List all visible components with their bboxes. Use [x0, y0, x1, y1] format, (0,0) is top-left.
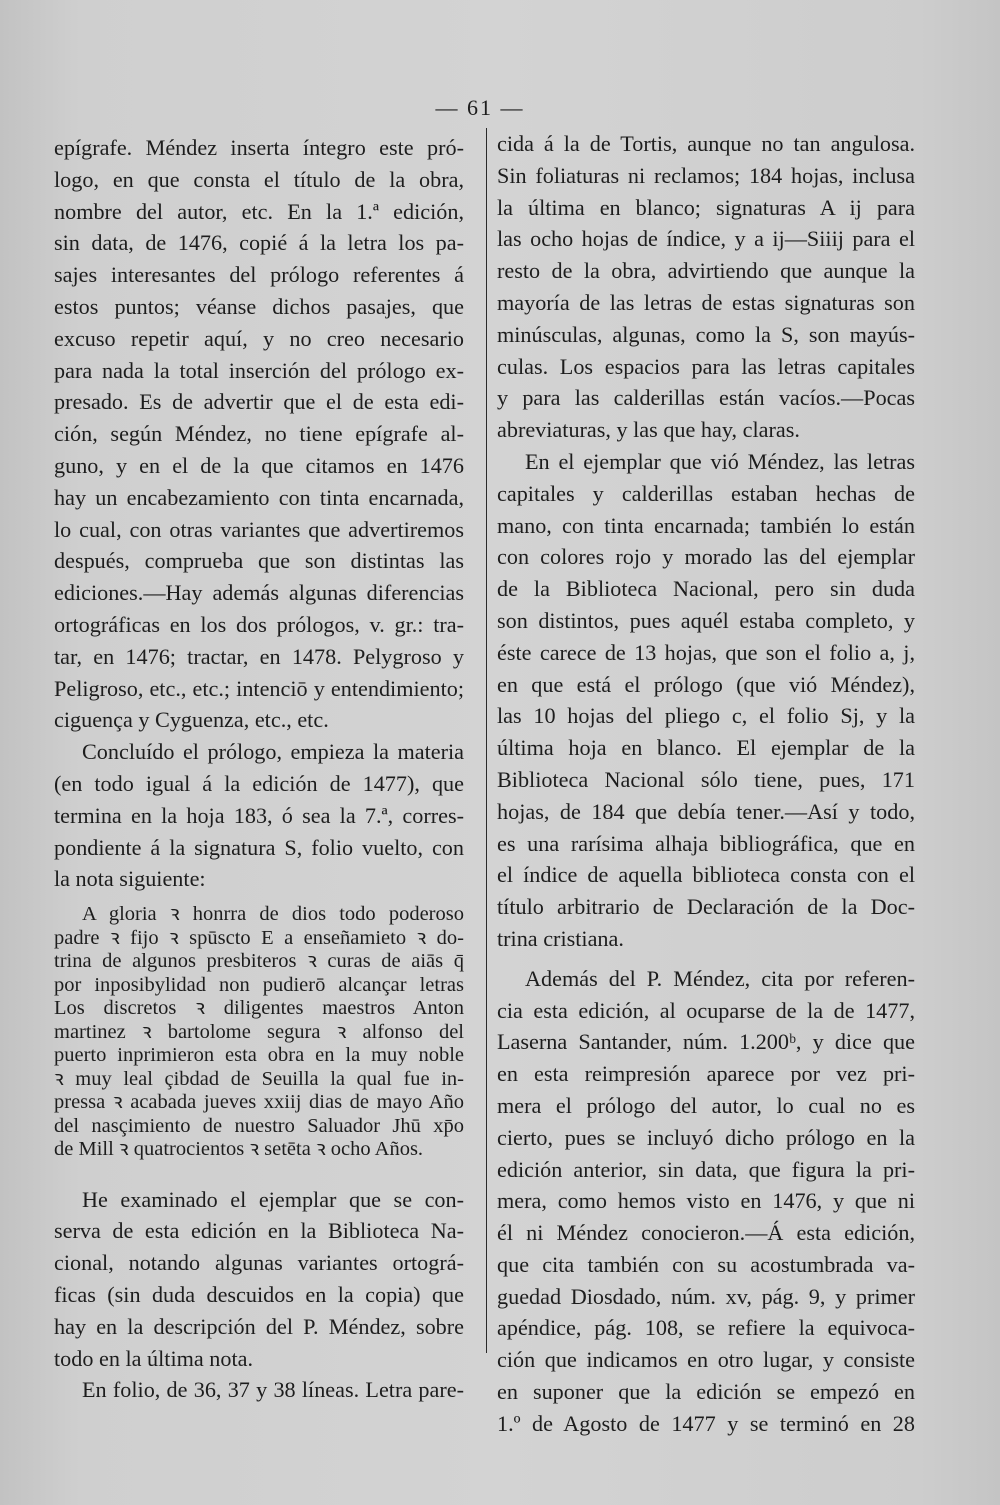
text-line: guno, y en el de la que citamos en 1476: [54, 452, 464, 478]
right-column: [497, 128, 915, 1440]
page-number: — 61 —: [435, 95, 525, 120]
text-line: Laserna Santander, núm. 1.200ᵇ, y dice que: [497, 1029, 915, 1055]
spacer: [54, 1162, 464, 1184]
text-line: capitales y calderillas estaban hechas de: [497, 480, 915, 506]
text-line: puerto inprimieron esta obra en la muy noble: [54, 1044, 464, 1067]
text-line: ficas (sin duda descuidos en la copia) que: [54, 1282, 464, 1308]
text-line: Los discretos ꝛ diligentes maestros Anton: [54, 997, 464, 1020]
text-line: edición anterior, sin data, que figura la pri-: [497, 1156, 915, 1182]
text-line: mano, con tinta encarnada; también lo están: [497, 512, 915, 538]
text-line: A gloria ꝛ honrra de dios todo poderoso: [82, 903, 464, 926]
text-line: de la Biblioteca Nacional, pero sin duda: [497, 576, 915, 602]
text-line: logo, en que consta el título de la obra,: [54, 166, 464, 192]
text-line: son distintos, pues aquél estaba completo, y: [497, 607, 915, 633]
text-line: y para las calderillas están vacíos.—Pocas: [497, 385, 915, 411]
colophon-quote: [54, 903, 464, 1162]
text-line: Sin foliaturas ni reclamos; 184 hojas, inclusa: [497, 162, 915, 188]
text-line: del nasçimiento de nuestro Saluador Jhū xp̄o: [54, 1114, 464, 1137]
text-line: hojas, de 184 que debía tener.—Así y todo,: [497, 798, 915, 824]
text-line: hay en la descripción del P. Méndez, sobre: [54, 1313, 464, 1339]
text-line: guedad Diosdado, núm. xv, pág. 9, y primer: [497, 1283, 915, 1309]
text-line: Peligroso, etc., etc.; intenciō y entendimiento;: [54, 675, 464, 701]
text-line: Biblioteca Nacional sólo tiene, pues, 171: [497, 766, 915, 792]
text-line: cional, notando algunas variantes ortográ-: [54, 1250, 464, 1276]
text-line: excuso repetir aquí, y no creo necesario: [54, 325, 464, 351]
text-line: la nota siguiente:: [54, 866, 206, 892]
paragraph-concluido: [54, 736, 464, 895]
text-line: lo cual, con otras variantes que advertiremos: [54, 516, 464, 542]
text-line: por inposibylidad non pudierō alcançar letras: [54, 973, 464, 996]
text-line: es una rarísima alhaja bibliográfica, que en: [497, 830, 915, 856]
text-line: tar, en 1476; tractar, en 1478. Pelygroso y: [54, 643, 464, 669]
text-line: sajes interesantes del prólogo referentes á: [54, 262, 464, 288]
text-line: culas. Los espacios para las letras capitales: [497, 353, 915, 379]
text-line: Concluído el prólogo, empieza la materia: [82, 739, 464, 765]
text-line: ción que indicamos en otro lugar, y consiste: [497, 1347, 915, 1373]
paragraph-ademas: [497, 963, 915, 1440]
text-line: éste carece de 13 hojas, que son el folio a, j,: [497, 639, 915, 665]
text-line: abreviaturas, y las que hay, claras.: [497, 417, 800, 443]
text-line: después, comprueba que son distintas las: [54, 548, 464, 574]
paragraph-letra: [497, 128, 915, 446]
text-line: ciguença y Cyguenza, etc., etc.: [54, 707, 329, 733]
text-line: con colores rojo y morado las del ejemplar: [497, 544, 915, 570]
text-line: cia esta edición, al ocuparse de la de 1477,: [497, 997, 915, 1023]
text-line: estos puntos; véanse dichos pasajes, que: [54, 293, 464, 319]
text-line: el índice de aquella biblioteca consta con el: [497, 862, 915, 888]
text-line: hay un encabezamiento con tinta encarnada,: [54, 484, 464, 510]
text-line: epígrafe. Méndez inserta íntegro este pró-: [54, 135, 464, 160]
text-line: trina cristiana.: [497, 925, 624, 951]
text-line: resto de la obra, advirtiendo que aunque la: [497, 258, 915, 284]
text-line: ediciones.—Hay además algunas diferencias: [54, 580, 464, 606]
paragraph-ejemplar: [497, 446, 915, 955]
paragraph-examinado: [54, 1184, 464, 1375]
text-line: padre ꝛ fijo ꝛ spūscto E a enseñamieto ꝛ do-: [54, 926, 464, 949]
text-line: en esta reimpresión aparece por vez pri-: [497, 1061, 915, 1087]
text-line: martinez ꝛ bartolome segura ꝛ alfonso del: [54, 1020, 464, 1043]
text-line: apéndice, pág. 108, se refiere la equivoca-: [497, 1315, 915, 1341]
spacer: [497, 955, 915, 963]
text-line: pressa ꝛ acabada jueves xxiij dias de mayo Año: [54, 1091, 464, 1114]
text-line: Además del P. Méndez, cita por referen-: [525, 965, 915, 991]
text-line: cierto, pues se incluyó dicho prólogo en la: [497, 1124, 915, 1150]
text-line: ción, según Méndez, no tiene epígrafe al-: [54, 421, 464, 447]
left-column: [54, 132, 464, 1406]
text-line: sin data, de 1476, copié á la letra los pa-: [54, 230, 464, 256]
text-line: en suponer que la edición se empezó en: [497, 1379, 915, 1405]
text-line: (en todo igual á la edición de 1477), que: [54, 770, 464, 796]
text-line: presado. Es de advertir que el de esta edi-: [54, 389, 464, 415]
text-line: él ni Méndez conocieron.—Á esta edición,: [497, 1220, 915, 1246]
text-line: mera, como hemos visto en 1476, y que ni: [497, 1188, 915, 1214]
text-line: nombre del autor, etc. En la 1.ª edición,: [54, 198, 464, 224]
text-line: las 10 hojas del pliego c, el folio Sj, y la: [497, 703, 915, 729]
text-line: serva de esta edición en la Biblioteca Na-: [54, 1218, 464, 1244]
text-line: En el ejemplar que vió Méndez, las letras: [525, 448, 915, 474]
spacer: [54, 895, 464, 903]
paragraph-prologue: [54, 132, 464, 736]
text-line: en que está el prólogo (que vió Méndez),: [497, 671, 915, 697]
text-line: todo en la última nota.: [54, 1345, 254, 1371]
text-line: En folio, de 36, 37 y 38 líneas. Letra pare-: [82, 1377, 464, 1403]
text-line: ꝛ muy leal çibdad de Seuilla la qual fue in-: [54, 1067, 464, 1090]
text-line: He examinado el ejemplar que se con-: [82, 1186, 464, 1212]
text-line: trina de algunos presbiteros ꝛ curas de aiās q̄: [54, 950, 464, 973]
text-line: título arbitrario de Declaración de la Doc-: [497, 894, 915, 920]
text-line: termina en la hoja 183, ó sea la 7.ª, corres-: [54, 802, 464, 828]
text-line: para nada la total inserción del prólogo ex-: [54, 357, 464, 383]
paragraph-en-folio: [54, 1374, 464, 1406]
text-line: mayoría de las letras de estas signaturas son: [497, 289, 915, 315]
text-line: la última en blanco; signaturas A ij para: [497, 194, 915, 220]
text-line: las ocho hojas de índice, y a ij—Siiij para el: [497, 226, 915, 252]
text-line: de Mill ꝛ quatrocientos ꝛ setēta ꝛ ocho Años.: [54, 1138, 424, 1161]
text-line: ortográficas en los dos prólogos, v. gr.: tra-: [54, 611, 464, 637]
text-line: pondiente á la signatura S, folio vuelto, con: [54, 834, 464, 860]
text-line: 1.º de Agosto de 1477 y se terminó en 28: [497, 1410, 915, 1436]
column-divider: [486, 128, 487, 1353]
text-line: mera el prólogo del autor, lo cual no es: [497, 1092, 915, 1118]
text-line: última hoja en blanco. El ejemplar de la: [497, 735, 915, 761]
text-line: cida á la de Tortis, aunque no tan angulosa.: [497, 131, 915, 156]
text-line: minúsculas, algunas, como la S, son mayús-: [497, 321, 915, 347]
text-line: que cita también con su acostumbrada va-: [497, 1251, 915, 1277]
